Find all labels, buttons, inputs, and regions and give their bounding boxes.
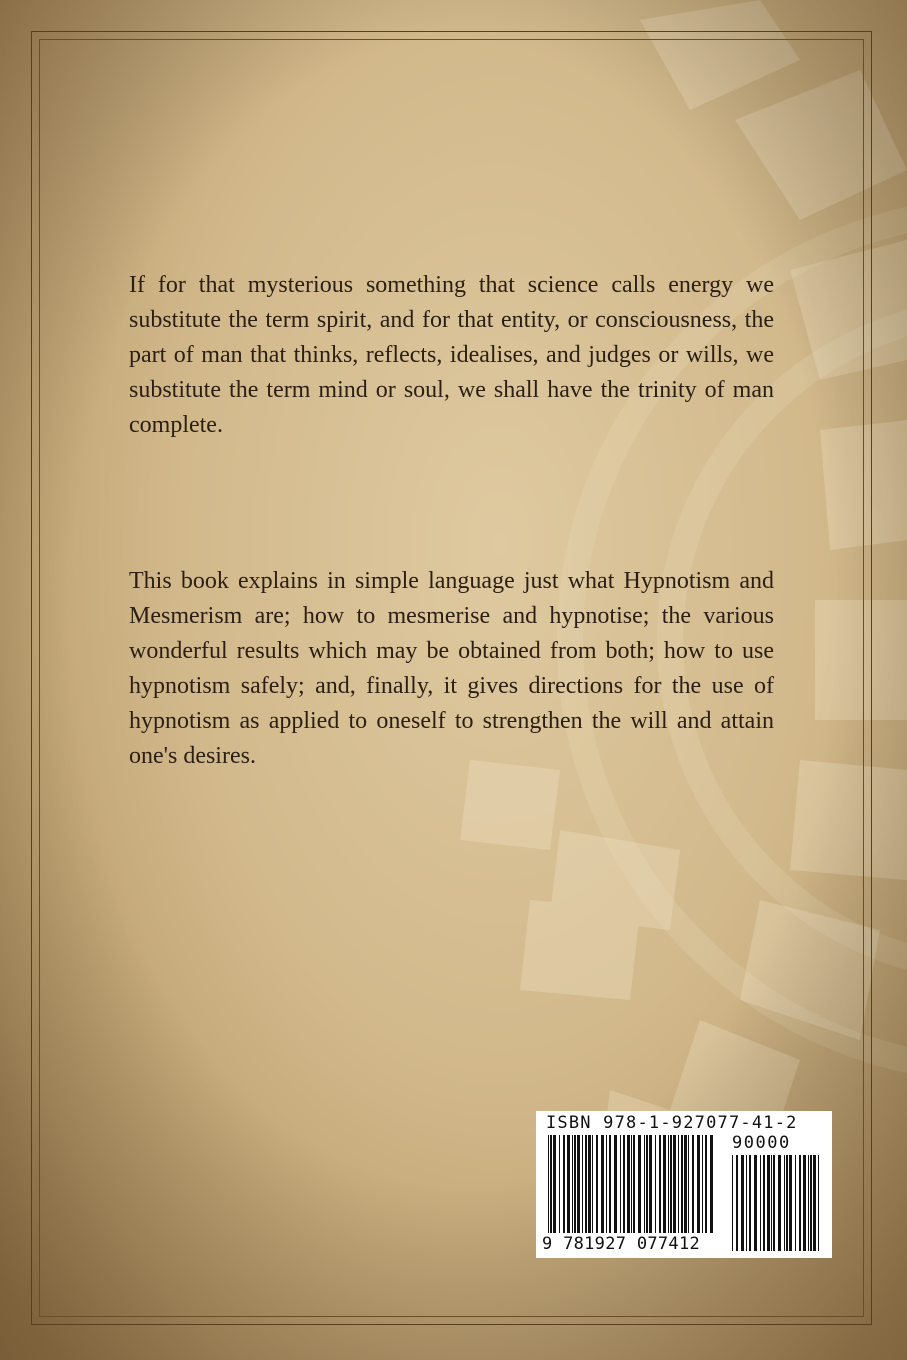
barcode-bar bbox=[818, 1155, 819, 1251]
isbn-barcode bbox=[536, 1111, 832, 1258]
barcode-bar bbox=[789, 1155, 792, 1251]
barcode-bar bbox=[644, 1135, 645, 1233]
barcode-bar bbox=[754, 1155, 757, 1251]
blurb-description-paragraph: This book explains in simple language just what Hypnotism and Mesmerism are; how to mesmerise and hypnotise; the various wonderful results which may be obtained from both; how to use hypnotism safely; and, finally, it gives directions for the use of hypnotism as applied to oneself to strengthen the will and attain one's desires. bbox=[129, 568, 774, 769]
barcode-bar bbox=[663, 1135, 666, 1233]
ean-number: 9 781927 077412 bbox=[542, 1234, 701, 1254]
barcode-bar bbox=[702, 1135, 703, 1233]
barcode-bar bbox=[668, 1135, 669, 1233]
isbn-label: ISBN 978-1-927077-41-2 bbox=[546, 1113, 798, 1133]
barcode-bar bbox=[609, 1135, 611, 1233]
barcode-bar bbox=[803, 1155, 806, 1251]
barcode-bar bbox=[784, 1155, 785, 1251]
barcode-bar bbox=[638, 1135, 641, 1233]
barcode-bar bbox=[741, 1155, 744, 1251]
barcode-bar bbox=[559, 1135, 560, 1233]
barcode-bar bbox=[732, 1155, 733, 1251]
barcode-bar bbox=[684, 1135, 687, 1233]
barcode-bar bbox=[773, 1155, 775, 1251]
barcode-bar bbox=[746, 1155, 747, 1251]
barcode-bar bbox=[795, 1155, 796, 1251]
barcode-bar bbox=[631, 1135, 632, 1233]
barcode-bar bbox=[553, 1135, 556, 1233]
barcode-bar bbox=[670, 1135, 672, 1233]
barcode-bar bbox=[749, 1155, 751, 1251]
barcode-bar bbox=[736, 1155, 738, 1251]
barcode-bar bbox=[574, 1135, 576, 1233]
barcode-bar bbox=[767, 1155, 770, 1251]
barcode-bar bbox=[620, 1135, 621, 1233]
addon-number: 90000 bbox=[732, 1133, 791, 1153]
barcode-bar bbox=[673, 1135, 676, 1233]
barcode-bar bbox=[786, 1155, 788, 1251]
barcode-bar bbox=[572, 1135, 573, 1233]
barcode-bar bbox=[596, 1135, 598, 1233]
barcode-bar bbox=[567, 1135, 570, 1233]
barcode-bar bbox=[582, 1135, 583, 1233]
barcode-bar bbox=[688, 1135, 689, 1233]
barcode-bar bbox=[681, 1135, 683, 1233]
barcode-bar bbox=[649, 1135, 652, 1233]
barcode-bar bbox=[548, 1135, 549, 1233]
barcode-bar bbox=[697, 1135, 700, 1233]
barcode-bar bbox=[577, 1135, 580, 1233]
barcode-bar bbox=[799, 1155, 801, 1251]
barcode-bar bbox=[710, 1135, 713, 1233]
barcode-bar bbox=[810, 1155, 812, 1251]
barcode-bar bbox=[588, 1135, 591, 1233]
barcode-bar bbox=[627, 1135, 630, 1233]
barcode-bar bbox=[659, 1135, 661, 1233]
barcode-bar bbox=[678, 1135, 679, 1233]
barcode-bar bbox=[633, 1135, 635, 1233]
barcode-bar bbox=[606, 1135, 607, 1233]
barcode-bar bbox=[808, 1155, 809, 1251]
barcode-bar bbox=[813, 1155, 816, 1251]
barcode-bar bbox=[760, 1155, 761, 1251]
barcode-bar bbox=[705, 1135, 707, 1233]
barcode-bar bbox=[563, 1135, 565, 1233]
barcode-bar bbox=[763, 1155, 765, 1251]
barcode-bar bbox=[601, 1135, 604, 1233]
barcode-bar bbox=[646, 1135, 648, 1233]
blurb-quote-paragraph: If for that mysterious something that science calls energy we substitute the term spirit, and for that entity, or consciousness, the part of man that thinks, reflects, idealises, and judges or wills, we substitute the term mind or soul, we shall have the trinity of man complete. bbox=[129, 272, 774, 438]
barcode-bar bbox=[623, 1135, 625, 1233]
barcode-bar bbox=[771, 1155, 772, 1251]
barcode-bar bbox=[585, 1135, 587, 1233]
barcode-bar bbox=[655, 1135, 656, 1233]
barcode-bar bbox=[614, 1135, 617, 1233]
barcode-bar bbox=[692, 1135, 694, 1233]
barcode-bar bbox=[778, 1155, 781, 1251]
barcode-bar bbox=[592, 1135, 593, 1233]
barcode-bar bbox=[550, 1135, 552, 1233]
